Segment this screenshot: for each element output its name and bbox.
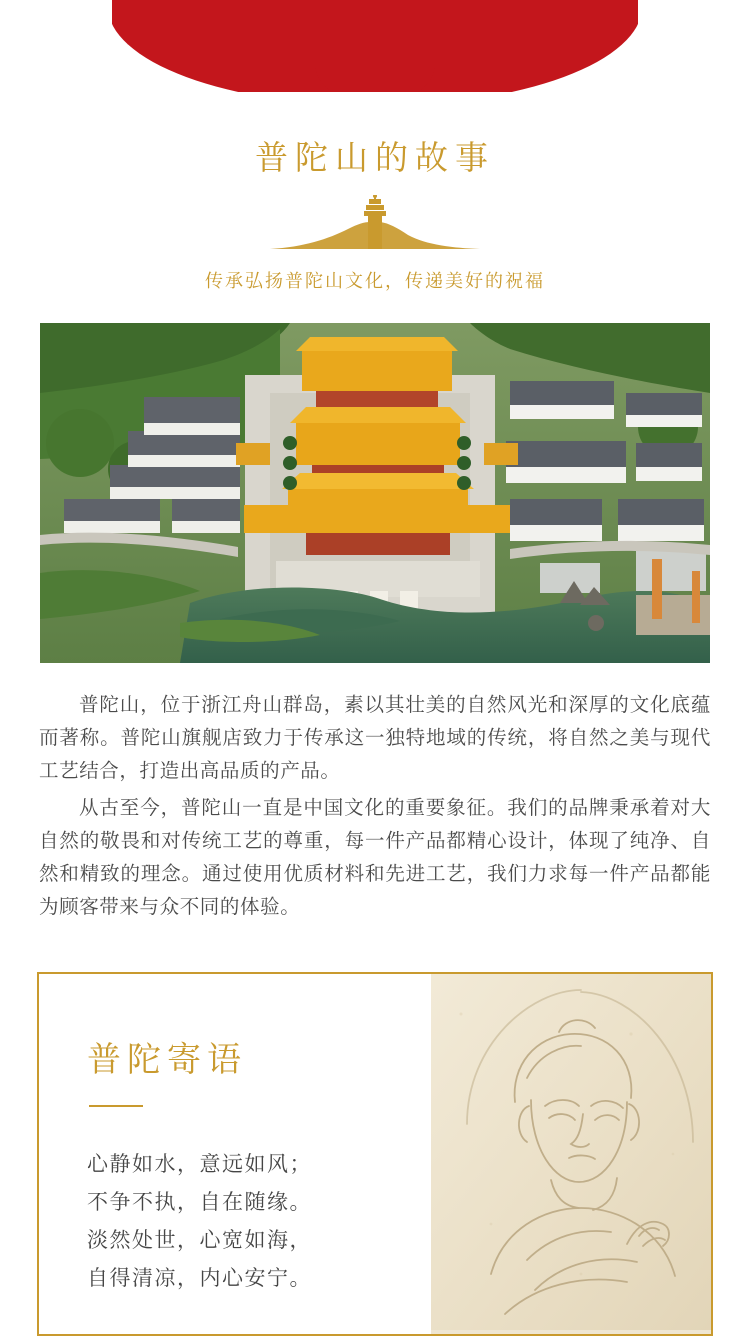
page-title: 普陀山的故事 bbox=[255, 141, 495, 177]
section-header bbox=[0, 132, 750, 293]
quote-line: 心静如水，意远如风； bbox=[87, 1152, 312, 1176]
putuoshan-temple-aerial-photo bbox=[40, 323, 710, 663]
top-red-ribbon bbox=[0, 0, 750, 92]
pagoda-icon bbox=[0, 195, 750, 249]
quote-divider bbox=[89, 1105, 143, 1107]
ribbon-mask-left bbox=[0, 0, 112, 92]
quote-line: 自得清凉，内心安宁。 bbox=[87, 1266, 312, 1290]
quote-lines bbox=[87, 1145, 431, 1297]
buddha-line-drawing bbox=[431, 974, 711, 1334]
story-body bbox=[39, 689, 711, 924]
quote-title: 普陀寄语 bbox=[87, 1042, 247, 1079]
story-paragraph: 从古至今，普陀山一直是中国文化的重要象征。我们的品牌秉承着对大自然的敬畏和对传统工艺的尊重，每一件产品都精心设计，体现了纯净、自然和精致的理念。通过使用优质材料和先进工艺，我们力求每一件产品都能为顾客带来与众不同的体验。 bbox=[39, 798, 711, 918]
ribbon-mask-right bbox=[638, 0, 750, 92]
quote-card bbox=[37, 972, 713, 1336]
ribbon-notch bbox=[315, 58, 435, 92]
quote-text-area bbox=[39, 974, 431, 1334]
story-paragraph: 普陀山，位于浙江舟山群岛，素以其壮美的自然风光和深厚的文化底蕴而著称。普陀山旗舰店致力于传承这一独特地域的传统，将自然之美与现代工艺结合，打造出高品质的产品。 bbox=[39, 695, 711, 782]
quote-line: 淡然处世，心宽如海， bbox=[87, 1228, 312, 1252]
quote-line: 不争不执，自在随缘。 bbox=[87, 1190, 312, 1214]
page-subtitle: 传承弘扬普陀山文化，传递美好的祝福 bbox=[205, 271, 545, 291]
